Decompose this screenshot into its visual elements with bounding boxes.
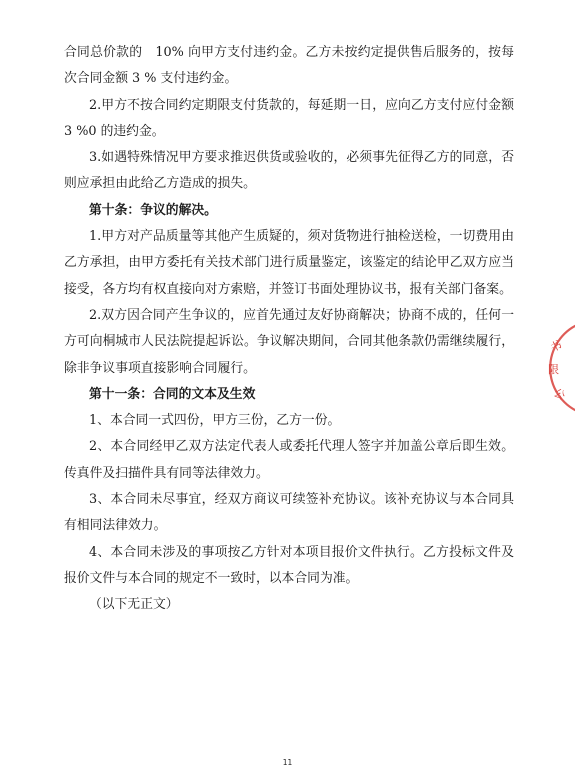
contract-body <box>64 40 514 619</box>
section-heading-text-effect: 第十一条：合同的文本及生效 <box>89 386 256 402</box>
paragraph-copies: 1、本合同一式四份，甲方三份，乙方一份。 <box>89 413 341 429</box>
company-seal-stamp <box>533 318 575 418</box>
svg-text:书: 书 <box>548 338 565 355</box>
paragraph-precedence: 4、本合同未涉及的事项按乙方针对本项目报价文件执行。乙方投标文件及报价文件与本合同的规定不一致时，以本合同为准。 <box>64 544 514 586</box>
svg-text:公: 公 <box>551 386 568 403</box>
page-number: 11 <box>282 758 293 767</box>
paragraph-supplement: 3、本合同未尽事宜，经双方商议可续签补充协议。该补充协议与本合同具有相同法律效力。 <box>64 492 514 534</box>
paragraph-negotiation-litigation: 2.双方因合同产生争议的，应首先通过友好协商解决；协商不成的，任何一方可向桐城市人民法院提起诉讼。争议解决期间，合同其他条款仍需继续履行，除非争议事项直接影响合同履行。 <box>64 307 514 376</box>
paragraph-quality-dispute: 1.甲方对产品质量等其他产生质疑的，须对货物进行抽检送检，一切费用由乙方承担，由甲方委托有关技术部门进行质量鉴定，该鉴定的结论甲乙双方应当接受，各方均有权直接向对方索赔，并签订书面处理协议书，报有关部门备案。 <box>64 229 514 297</box>
paragraph-late-payment: 2.甲方不按合同约定期限支付货款的，每延期一日，应向乙方支付应付金额 3 %0 的违约金。 <box>64 97 514 139</box>
paragraph-penalty-amount: 合同总价款的 10% 向甲方支付违约金。乙方未按约定提供售后服务的，按每次合同金额 3 % 支付违约金。 <box>64 45 514 87</box>
svg-text:限: 限 <box>548 363 559 376</box>
section-heading-dispute: 第十条：争议的解决。 <box>89 202 217 218</box>
paragraph-delay-request: 3.如遇特殊情况甲方要求推迟供货或验收的，必须事先征得乙方的同意，否则应承担由此给乙方造成的损失。 <box>64 150 514 192</box>
paragraph-effectiveness: 2、本合同经甲乙双方法定代表人或委托代理人签字并加盖公章后即生效。传真件及扫描件具有同等法律效力。 <box>64 439 514 481</box>
paragraph-end-marker: （以下无正文） <box>89 597 179 613</box>
